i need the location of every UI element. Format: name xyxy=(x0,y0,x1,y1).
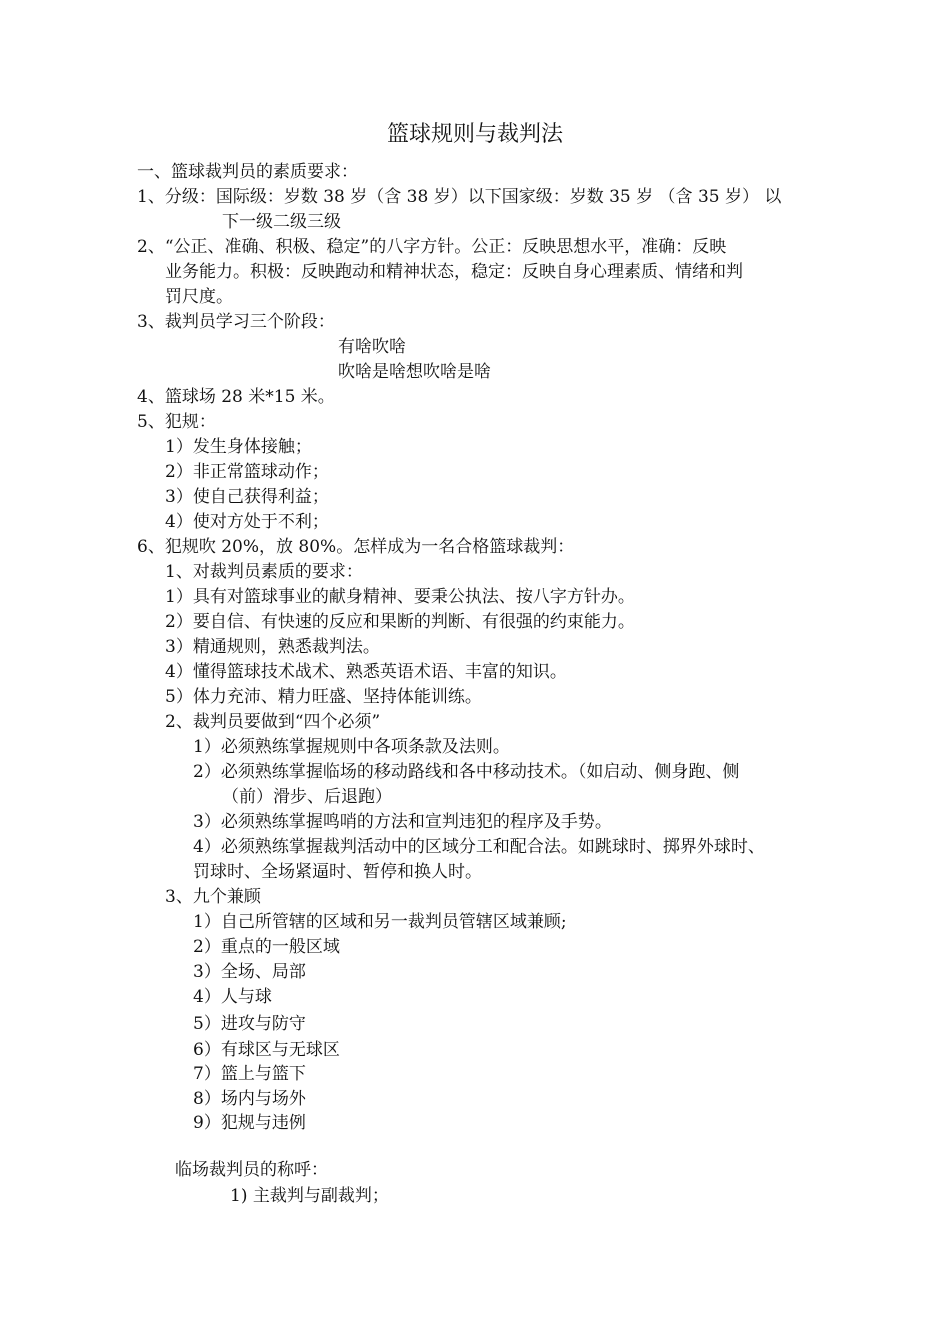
sub-sub-item: 9）犯规与违例 xyxy=(193,1113,306,1133)
sub-sub-item: 1）自己所管辖的区域和另一裁判员管辖区域兼顾; xyxy=(193,912,567,932)
sub-item: 4）懂得篮球技术战术、熟悉英语术语、丰富的知识。 xyxy=(165,662,567,682)
sub-sub-item: 3）全场、局部 xyxy=(193,962,306,982)
sub-heading: 1、对裁判员素质的要求： xyxy=(165,562,363,582)
sub-sub-item: 6）有球区与无球区 xyxy=(193,1040,340,1060)
sub-heading: 3、九个兼顾 xyxy=(165,887,261,907)
sub-sub-item: 8）场内与场外 xyxy=(193,1089,306,1109)
list-item: 1、分级：国际级：岁数 38 岁（含 38 岁）以下国家级：岁数 35 岁 （含 35 岁） 以 xyxy=(137,187,782,207)
stage-line: 吹啥是啥想吹啥是啥 xyxy=(338,362,491,382)
list-item: 6、犯规吹 20%，放 80%。怎样成为一名合格篮球裁判： xyxy=(137,537,575,557)
sub-item: 1）具有对篮球事业的献身精神、要秉公执法、按八字方针办。 xyxy=(165,587,635,607)
sub-sub-item-continuation: （前）滑步、后退跑） xyxy=(222,787,392,807)
list-item: 5、犯规： xyxy=(137,412,216,432)
sub-sub-item: 7）篮上与篮下 xyxy=(193,1064,306,1084)
sub-sub-item: 4）必须熟练掌握裁判活动中的区域分工和配合法。如跳球时、掷界外球时、 xyxy=(193,837,765,857)
list-item-continuation: 下一级二级三级 xyxy=(222,212,341,232)
sub-item: 2）非正常篮球动作； xyxy=(165,462,329,482)
list-item-continuation: 罚尺度。 xyxy=(165,287,233,307)
section-heading: 一、篮球裁判员的素质要求： xyxy=(137,162,358,182)
list-item: 4、篮球场 28 米*15 米。 xyxy=(137,387,335,407)
sub-sub-item: 1）必须熟练掌握规则中各项条款及法则。 xyxy=(193,737,510,757)
sub-sub-item: 3）必须熟练掌握鸣哨的方法和宣判违犯的程序及手势。 xyxy=(193,812,612,832)
sub-item: 4）使对方处于不利； xyxy=(165,512,329,532)
sub-item: 1) 主裁判与副裁判； xyxy=(230,1186,389,1206)
sub-heading: 2、裁判员要做到“四个必须” xyxy=(165,712,381,732)
sub-sub-item: 5）进攻与防守 xyxy=(193,1014,306,1034)
section-heading: 临场裁判员的称呼： xyxy=(175,1160,328,1180)
list-item-continuation: 业务能力。积极：反映跑动和精神状态，稳定：反映自身心理素质、情绪和判 xyxy=(165,262,743,282)
sub-item: 3）精通规则，熟悉裁判法。 xyxy=(165,637,380,657)
sub-item: 3）使自己获得利益； xyxy=(165,487,329,507)
sub-sub-item-continuation: 罚球时、全场紧逼时、暂停和换人时。 xyxy=(193,862,482,882)
sub-item: 5）体力充沛、精力旺盛、坚持体能训练。 xyxy=(165,687,482,707)
sub-sub-item: 2）重点的一般区域 xyxy=(193,937,340,957)
stage-line: 有啥吹啥 xyxy=(338,337,406,357)
sub-item: 1）发生身体接触； xyxy=(165,437,312,457)
sub-sub-item: 4）人与球 xyxy=(193,987,272,1007)
list-item: 2、“公正、准确、积极、稳定”的八字方针。公正：反映思想水平，准确：反映 xyxy=(137,237,727,257)
sub-sub-item: 2）必须熟练掌握临场的移动路线和各中移动技术。（如启动、侧身跑、侧 xyxy=(193,762,740,782)
list-item: 3、裁判员学习三个阶段： xyxy=(137,312,335,332)
document-title: 篮球规则与裁判法 xyxy=(386,122,563,147)
sub-item: 2）要自信、有快速的反应和果断的判断、有很强的约束能力。 xyxy=(165,612,635,632)
